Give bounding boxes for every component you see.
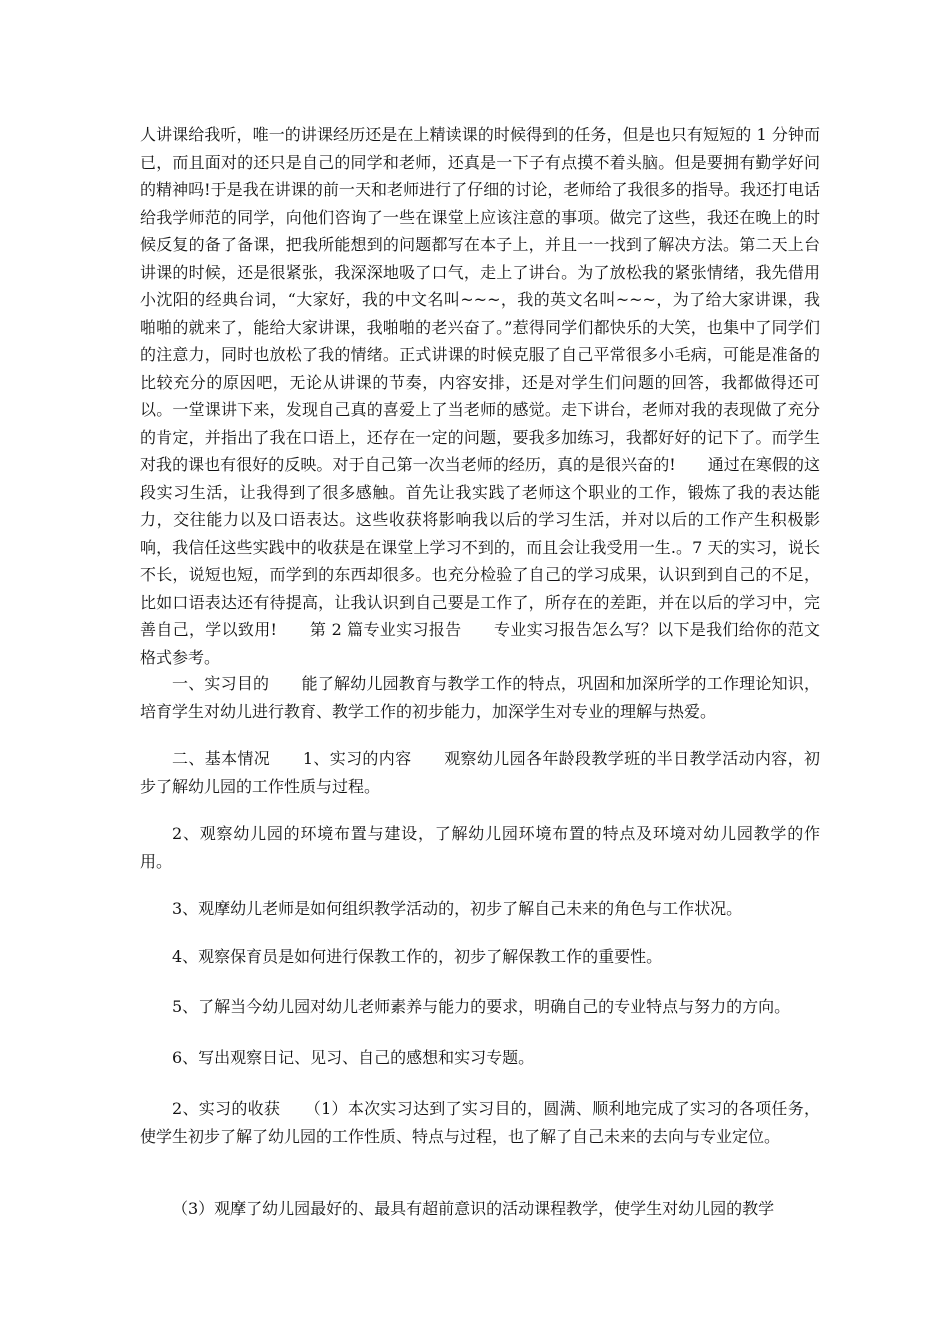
item-2-paragraph: 2、观察幼儿园的环境布置与建设，了解幼儿园环境布置的特点及环境对幼儿园教学的作用。 (140, 824, 820, 871)
item-4-paragraph: 4、观察保育员是如何进行保教工作的，初步了解保教工作的重要性。 (172, 947, 663, 966)
gains-item-3-paragraph: （3）观摩了幼儿园最好的、最具有超前意识的活动课程教学，使学生对幼儿园的教学 (172, 1199, 775, 1218)
gains-paragraph: 2、实习的收获 （1）本次实习达到了实习目的，圆满、顺利地完成了实习的各项任务，使学生初步了解了幼儿园的工作性质、特点与过程，也了解了自己未来的去向与专业定位。 (140, 1099, 820, 1146)
item-3-paragraph: 3、观摩幼儿老师是如何组织教学活动的，初步了解自己未来的角色与工作状况。 (172, 899, 743, 918)
item-6-paragraph: 6、写出观察日记、见习、自己的感想和实习专题。 (172, 1048, 535, 1067)
section-1-purpose-paragraph: 一、实习目的 能了解幼儿园教育与教学工作的特点，巩固和加深所学的工作理论知识，培育学生对幼儿进行教育、教学工作的初步能力，加深学生对专业的理解与热爱。 (140, 674, 820, 721)
item-5-paragraph: 5、了解当今幼儿园对幼儿老师素养与能力的要求，明确自己的专业特点与努力的方向。 (172, 997, 791, 1016)
section-2-basics-paragraph: 二、基本情况 1、实习的内容 观察幼儿园各年龄段教学班的半日教学活动内容，初步了解幼儿园的工作性质与过程。 (140, 749, 820, 796)
body-paragraph-continued: 人讲课给我听，唯一的讲课经历还是在上精读课的时候得到的任务，但是也只有短短的 1 分钟而已，而且面对的还只是自己的同学和老师，还真是一下子有点摸不着头脑。但是要拥有勤学好问的精神吗!于是我在讲课的前一天和老师进行了仔细的讨论，老师给了我很多的指导。我还打电话给我学师范的同学，向他们咨询了一些在课堂上应该注意的事项。做完了这些，我还在晚上的时候反复的备了备课，把我所能想到的问题都写在本子上，并且一一找到了解决方法。第二天上台讲课的时候，还是很紧张，我深深地吸了口气，走上了讲台。为了放松我的紧张情绪，我先借用小沈阳的经典台词，“大家好，我的中文名叫~~~，我的英文名叫~~~，为了给大家讲课，我啪啪的就来了，能给大家讲课，我啪啪的老兴奋了。”惹得同学们都快乐的大笑，也集中了同学们的注意力，同时也放松了我的情绪。正式讲课的时候克服了自己平常很多小毛病，可能是准备的比较充分的原因吧，无论从讲课的节奏，内容安排，还是对学生们问题的回答，我都做得还可以。一堂课讲下来，发现自己真的喜爱上了当老师的感觉。走下讲台，老师对我的表现做了充分的肯定，并指出了我在口语上，还存在一定的问题，要我多加练习，我都好好的记下了。而学生对我的课也有很好的反映。对于自己第一次当老师的经历，真的是很兴奋的! 通过在寒假的这段实习生活，让我得到了很多感触。首先让我实践了老师这个职业的工作，锻炼了我的表达能力，交往能力以及口语表达。这些收获将影响我以后的学习生活，并对以后的工作产生积极影响，我信任这些实践中的收获是在课堂上学习不到的，而且会让我受用一生.。7 天的实习，说长不长，说短也短，而学到的东西却很多。也充分检验了自己的学习成果，认识到到自己的不足，比如口语表达还有待提高，让我认识到自己要是工作了，所存在的差距，并在以后的学习中，完善自己，学以致用! 第 2 篇专业实习报告 专业实习报告怎么写？以下是我们给你的范文格式参考。 (140, 125, 820, 667)
